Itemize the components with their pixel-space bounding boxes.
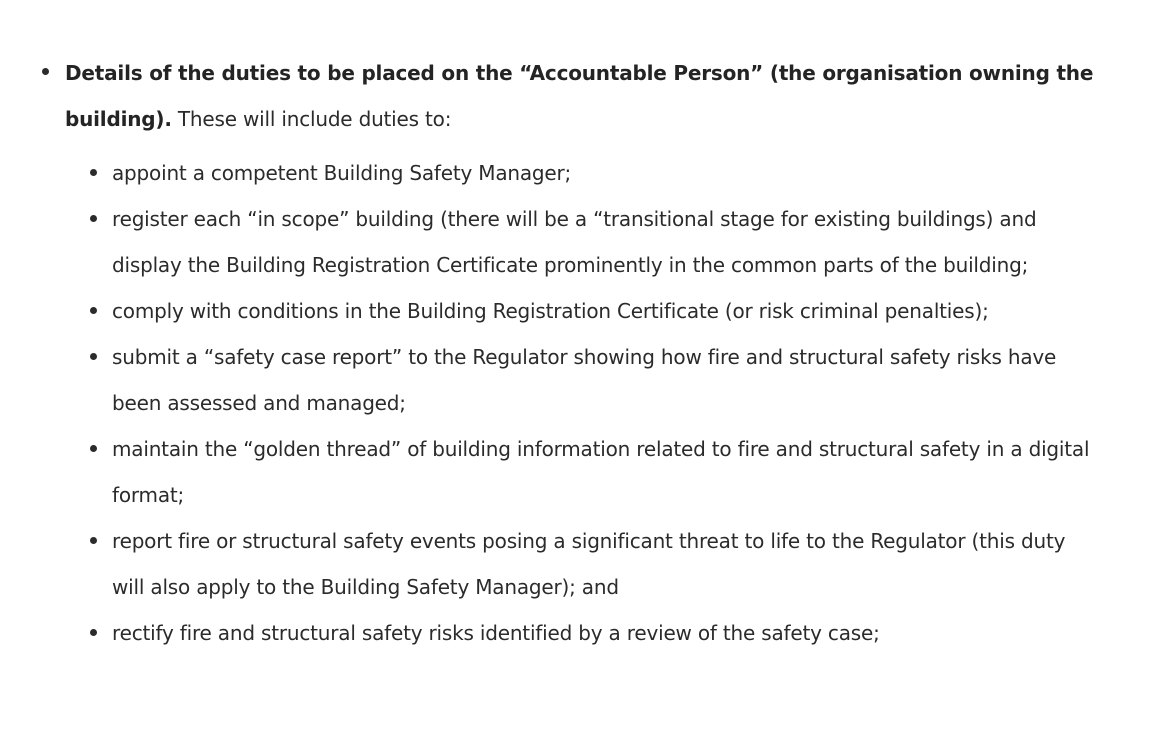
bullet-icon bbox=[90, 169, 97, 176]
list-item bbox=[112, 610, 1092, 656]
bullet-icon bbox=[90, 629, 97, 636]
bullet-icon bbox=[90, 445, 97, 452]
bullet-icon bbox=[90, 215, 97, 222]
list-item-text: maintain the “golden thread” of building information related to fire and structural safety in a digital format; bbox=[112, 437, 1090, 507]
list-item-text: appoint a competent Building Safety Manager; bbox=[112, 161, 572, 185]
list-item-text: comply with conditions in the Building Registration Certificate (or risk criminal penalties); bbox=[112, 299, 989, 323]
sub-duties-list bbox=[112, 150, 1092, 656]
list-item bbox=[112, 334, 1092, 426]
list-item-text: rectify fire and structural safety risks identified by a review of the safety case; bbox=[112, 621, 880, 645]
bullet-icon bbox=[90, 537, 97, 544]
list-item-text: register each “in scope” building (there will be a “transitional stage for existing buildings) and display the Building Registration Certificate prominently in the common parts of the building; bbox=[112, 207, 1037, 277]
bullet-icon bbox=[90, 307, 97, 314]
list-item-text: submit a “safety case report” to the Regulator showing how fire and structural safety risks have been assessed and managed; bbox=[112, 345, 1057, 415]
list-item bbox=[112, 196, 1092, 288]
list-item bbox=[112, 426, 1092, 518]
list-item-text: These will include duties to: bbox=[171, 107, 452, 131]
list-item-text: report fire or structural safety events posing a significant threat to life to the Regulator (this duty will also apply to the Building Safety Manager); and bbox=[112, 529, 1066, 599]
list-item bbox=[112, 518, 1092, 610]
list-item-lead: Details of the duties to be placed on the “Accountable Person” (the organisation owning the building). bbox=[65, 61, 1094, 131]
list-item-accountable-person bbox=[65, 50, 1125, 656]
bullet-icon bbox=[42, 68, 49, 75]
list-item bbox=[112, 150, 1092, 196]
bullet-icon bbox=[90, 353, 97, 360]
duties-list bbox=[65, 50, 1125, 656]
list-item bbox=[112, 288, 1092, 334]
